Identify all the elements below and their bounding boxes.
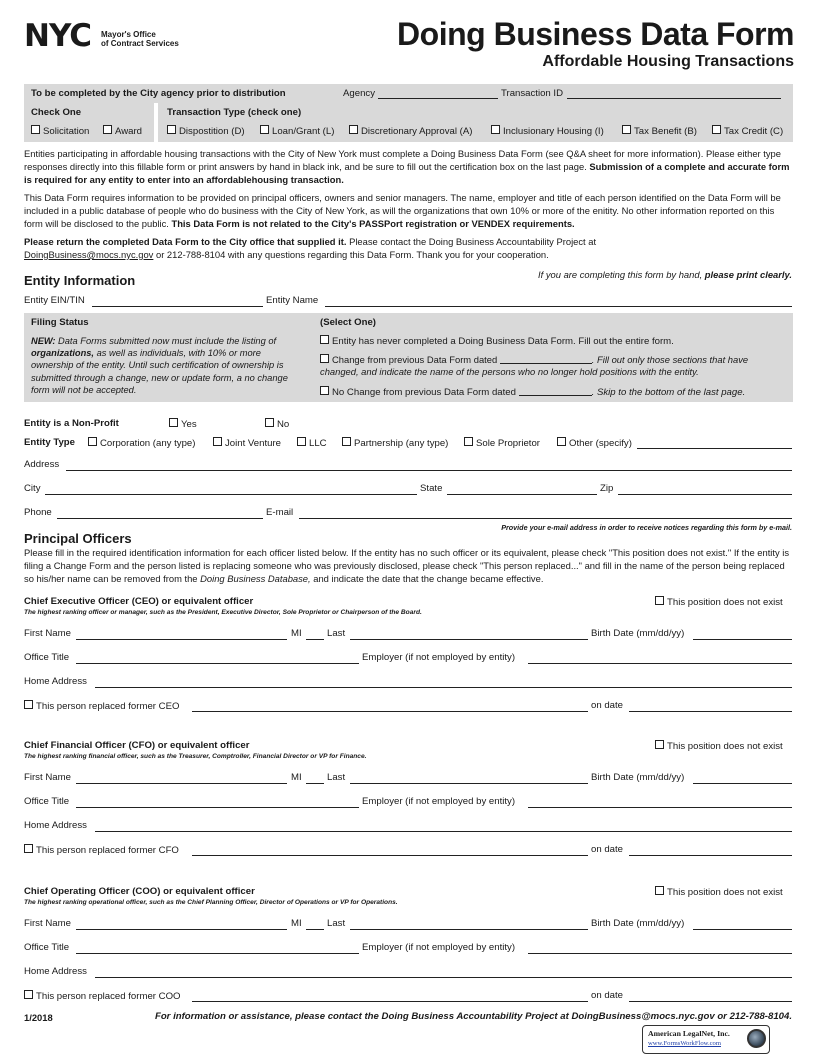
principal-instructions: Please fill in the required identification information for each officer listed below. If the entity has no such officer or its equivalent, please check "This position does not exist." If the entity is filing a Change Form and the person listed is replacing someone who was previously disclosed, please check "This person replaced..." and fill in the name of the person being replaced so his/her name can be removed from the Doing Business Database, and indicate the date that the change became effective. (24, 547, 790, 584)
checkbox[interactable] (265, 418, 274, 427)
transaction-id-input[interactable] (567, 97, 781, 99)
checkbox[interactable] (349, 125, 358, 134)
ein-input[interactable] (92, 305, 263, 307)
check-one-label: Check One (31, 107, 82, 118)
state-label: State (420, 483, 443, 494)
checkbox[interactable] (320, 386, 329, 395)
officer-title: Chief Operating Officer (COO) or equivalent officer (24, 886, 255, 897)
type-sole-proprietor[interactable]: Sole Proprietor (464, 437, 540, 449)
employer-input[interactable] (528, 662, 792, 664)
check-award[interactable]: Award (103, 125, 142, 137)
home-address-label: Home Address (24, 966, 87, 977)
footer-contact: For information or assistance, please contact the Doing Business Accountability Project at DoingBusiness@mocs.nyc.gov or 212-788-8104. (154, 1011, 792, 1022)
type-corporation[interactable]: Corporation (any type) (88, 437, 195, 449)
type-partnership[interactable]: Partnership (any type) (342, 437, 448, 449)
zip-input[interactable] (618, 493, 792, 495)
checkbox[interactable] (655, 596, 664, 605)
checkbox[interactable] (167, 125, 176, 134)
replaced-date-input[interactable] (629, 1000, 792, 1002)
birth-date-input[interactable] (693, 928, 792, 930)
email-label: E-mail (266, 507, 294, 518)
first-name-label: First Name (24, 918, 71, 929)
office-name (101, 30, 179, 48)
employer-label: Employer (if not employed by entity) (362, 942, 516, 953)
office-title-label: Office Title (24, 796, 70, 807)
checkbox[interactable] (464, 437, 473, 446)
checkbox[interactable] (320, 335, 329, 344)
zip-label: Zip (600, 483, 614, 494)
type-discretionary[interactable]: Discretionary Approval (A) (349, 125, 472, 137)
checkbox[interactable] (24, 990, 33, 999)
position-not-exist[interactable]: This position does not exist (655, 886, 783, 898)
mi-input[interactable] (306, 928, 324, 930)
badge-globe-icon (747, 1029, 766, 1048)
office-line-1: Mayor's Office (101, 30, 156, 39)
intro-paragraph-2: This Data Form requires information to be provided on principal officers, owners and senior managers. The name, employer and title of each person identified on the Data Form will be included in a public database of people who do business with the City of New York, as will the organizations that own 10% or more of the enitity. No other information reported on this form will be disclosed to the public. This Data Form is not related to the City's PASSPort registration or VENDEX requirements. (24, 192, 781, 229)
phone-label: Phone (24, 507, 52, 518)
mi-input[interactable] (306, 638, 324, 640)
checkbox[interactable] (557, 437, 566, 446)
mi-label: MI (291, 628, 302, 639)
replaced-name-input[interactable] (192, 1000, 588, 1002)
state-input[interactable] (447, 493, 597, 495)
replaced-checkbox[interactable]: This person replaced former COO (24, 990, 181, 1002)
principal-officers-heading: Principal Officers (24, 531, 132, 546)
replaced-name-input[interactable] (192, 854, 588, 856)
agency-instruction: To be completed by the City agency prior to distribution (31, 88, 286, 99)
filing-status-label: Filing Status (31, 317, 89, 328)
replaced-checkbox[interactable]: This person replaced former CFO (24, 844, 179, 856)
position-not-exist[interactable]: This position does not exist (655, 596, 783, 608)
hand-note: If you are completing this form by hand, please print clearly. (538, 269, 792, 280)
home-address-label: Home Address (24, 676, 87, 687)
replaced-date-input[interactable] (629, 854, 792, 856)
employer-input[interactable] (528, 952, 792, 954)
employer-label: Employer (if not employed by entity) (362, 796, 516, 807)
office-line-2: of Contract Services (101, 39, 179, 48)
officer-block-cfo (0, 740, 816, 870)
type-other[interactable]: Other (specify) (557, 437, 632, 449)
birth-date-label: Birth Date (mm/dd/yy) (591, 918, 685, 929)
checkbox[interactable] (24, 700, 33, 709)
replaced-date-input[interactable] (629, 710, 792, 712)
last-name-input[interactable] (350, 782, 588, 784)
city-label: City (24, 483, 41, 494)
filing-new-note: NEW: Data Forms submitted now must include the listing of organizations, as well as individuals, with 10% or more ownership of the entity. Until such certification of ownership is submitted through a change, new or update form, a no change form will not be accepted. (31, 336, 288, 395)
last-name-label: Last (327, 918, 346, 929)
entity-info-heading: Entity Information (24, 273, 136, 288)
phone-input[interactable] (57, 517, 263, 519)
first-name-label: First Name (24, 772, 71, 783)
checkbox[interactable] (103, 125, 112, 134)
office-title-label: Office Title (24, 652, 70, 663)
checkbox[interactable] (24, 844, 33, 853)
first-name-input[interactable] (76, 782, 287, 784)
replaced-name-input[interactable] (192, 710, 588, 712)
office-title-input[interactable] (76, 806, 359, 808)
address-input[interactable] (66, 469, 792, 471)
change-date-input[interactable] (500, 353, 592, 364)
transaction-id-label: Transaction ID (501, 88, 564, 99)
birth-date-input[interactable] (693, 782, 792, 784)
officer-block-ceo (0, 596, 816, 726)
checkbox[interactable] (342, 437, 351, 446)
office-title-label: Office Title (24, 942, 70, 953)
last-name-label: Last (327, 628, 346, 639)
on-date-label: on date (591, 990, 624, 1001)
mi-input[interactable] (306, 782, 324, 784)
page-subtitle: Affordable Housing Transactions (542, 53, 794, 70)
checkbox[interactable] (655, 740, 664, 749)
home-address-input[interactable] (95, 686, 792, 688)
type-joint-venture[interactable]: Joint Venture (213, 437, 281, 449)
address-label: Address (24, 459, 60, 470)
type-llc[interactable]: LLC (297, 437, 327, 449)
on-date-label: on date (591, 844, 624, 855)
transaction-type-label: Transaction Type (check one) (167, 107, 302, 118)
officer-description: The highest ranking operational officer, such as the Chief Planning Officer, Director of Operations or VP for Operations. (24, 899, 398, 906)
email-input[interactable] (299, 517, 792, 519)
filing-option-never[interactable]: Entity has never completed a Doing Business Data Form. Fill out the entire form. (320, 335, 674, 347)
city-input[interactable] (45, 493, 417, 495)
replaced-checkbox[interactable]: This person replaced former CEO (24, 700, 179, 712)
filing-option-no-change[interactable]: No Change from previous Data Form dated . Skip to the bottom of the last page. (320, 385, 745, 398)
checkbox[interactable] (655, 886, 664, 895)
checkbox[interactable] (260, 125, 269, 134)
intro-paragraph-3: Please return the completed Data Form to the City office that supplied it. Please contact the Doing Business Accountability Project at DoingBusiness@mocs.nyc.gov or 212-788-8104 with any questions regarding this Data Form. Thank you for your cooperation. (24, 236, 597, 260)
officer-block-coo (0, 886, 816, 1016)
forms-workflow-badge[interactable] (642, 1025, 770, 1054)
checkbox[interactable] (622, 125, 631, 134)
office-title-input[interactable] (76, 952, 359, 954)
checkbox[interactable] (297, 437, 306, 446)
checkbox[interactable] (712, 125, 721, 134)
officer-description: The highest ranking financial officer, such as the Treasurer, Comptroller, Financial Director or VP for Finance. (24, 753, 367, 760)
employer-label: Employer (if not employed by entity) (362, 652, 516, 663)
officer-title: Chief Financial Officer (CFO) or equivalent officer (24, 740, 250, 751)
entity-type-label: Entity Type (24, 437, 75, 448)
checkbox[interactable] (88, 437, 97, 446)
mi-label: MI (291, 918, 302, 929)
type-disposition[interactable]: Dispostition (D) (167, 125, 245, 137)
form-date: 1/2018 (24, 1012, 53, 1023)
no-change-date-input[interactable] (519, 385, 592, 396)
home-address-label: Home Address (24, 820, 87, 831)
checkbox[interactable] (213, 437, 222, 446)
type-tax-benefit[interactable]: Tax Benefit (B) (622, 125, 697, 137)
first-name-input[interactable] (76, 638, 287, 640)
filing-option-change[interactable]: Change from previous Data Form dated . Fill out only those sections that have changed, and indicate the name of the persons who no longer hold positions with the entity. (320, 354, 749, 378)
home-address-input[interactable] (95, 976, 792, 978)
employer-input[interactable] (528, 806, 792, 808)
checkbox[interactable] (491, 125, 500, 134)
position-not-exist[interactable]: This position does not exist (655, 740, 783, 752)
last-name-input[interactable] (350, 928, 588, 930)
agency-label: Agency (343, 88, 375, 99)
birth-date-label: Birth Date (mm/dd/yy) (591, 772, 685, 783)
select-one-label: (Select One) (320, 317, 376, 328)
agency-box-divider (154, 103, 158, 142)
agency-input[interactable] (378, 97, 498, 99)
birth-date-label: Birth Date (mm/dd/yy) (591, 628, 685, 639)
home-address-input[interactable] (95, 830, 792, 832)
office-title-input[interactable] (76, 662, 359, 664)
type-tax-credit[interactable]: Tax Credit (C) (712, 125, 783, 137)
first-name-label: First Name (24, 628, 71, 639)
nonprofit-yes[interactable]: Yes (169, 418, 197, 430)
birth-date-input[interactable] (693, 638, 792, 640)
on-date-label: on date (591, 700, 624, 711)
badge-line-2: www.FormsWorkFlow.com (648, 1040, 721, 1047)
last-name-input[interactable] (350, 638, 588, 640)
nyc-logo: NYC (24, 18, 92, 54)
type-loan-grant[interactable]: Loan/Grant (L) (260, 125, 334, 137)
checkbox[interactable] (31, 125, 40, 134)
first-name-input[interactable] (76, 928, 287, 930)
last-name-label: Last (327, 772, 346, 783)
mi-label: MI (291, 772, 302, 783)
type-inclusionary[interactable]: Inclusionary Housing (I) (491, 125, 604, 137)
contact-email-link[interactable]: DoingBusiness@mocs.nyc.gov (24, 248, 154, 260)
checkbox[interactable] (320, 354, 329, 363)
intro-paragraph-1: Entities participating in affordable housing transactions with the City of New York must complete a Doing Business Data Form (see Q&A sheet for more information). Please either type responses directly into this fillable form or print answers by hand in black ink, and be sure to fill out the certification box on the last page. Submission of a complete and accurate form is required for any entity to enter into an affordablehousing transaction. (24, 148, 790, 185)
checkbox[interactable] (169, 418, 178, 427)
email-note: Provide your e-mail address in order to receive notices regarding this form by e-mail. (501, 523, 792, 532)
officer-description: The highest ranking officer or manager, such as the President, Executive Director, Sole Proprietor or Chairperson of the Board. (24, 609, 422, 616)
nonprofit-label: Entity is a Non-Profit (24, 418, 119, 429)
badge-line-1: American LegalNet, Inc. (648, 1029, 730, 1038)
nonprofit-no[interactable]: No (265, 418, 289, 430)
other-specify-input[interactable] (637, 447, 792, 449)
ein-label: Entity EIN/TIN (24, 295, 85, 306)
entity-name-input[interactable] (325, 305, 792, 307)
officer-title: Chief Executive Officer (CEO) or equivalent officer (24, 596, 254, 607)
page-title: Doing Business Data Form (397, 16, 794, 52)
entity-name-label: Entity Name (266, 295, 319, 306)
check-solicitation[interactable]: Solicitation (31, 125, 89, 137)
